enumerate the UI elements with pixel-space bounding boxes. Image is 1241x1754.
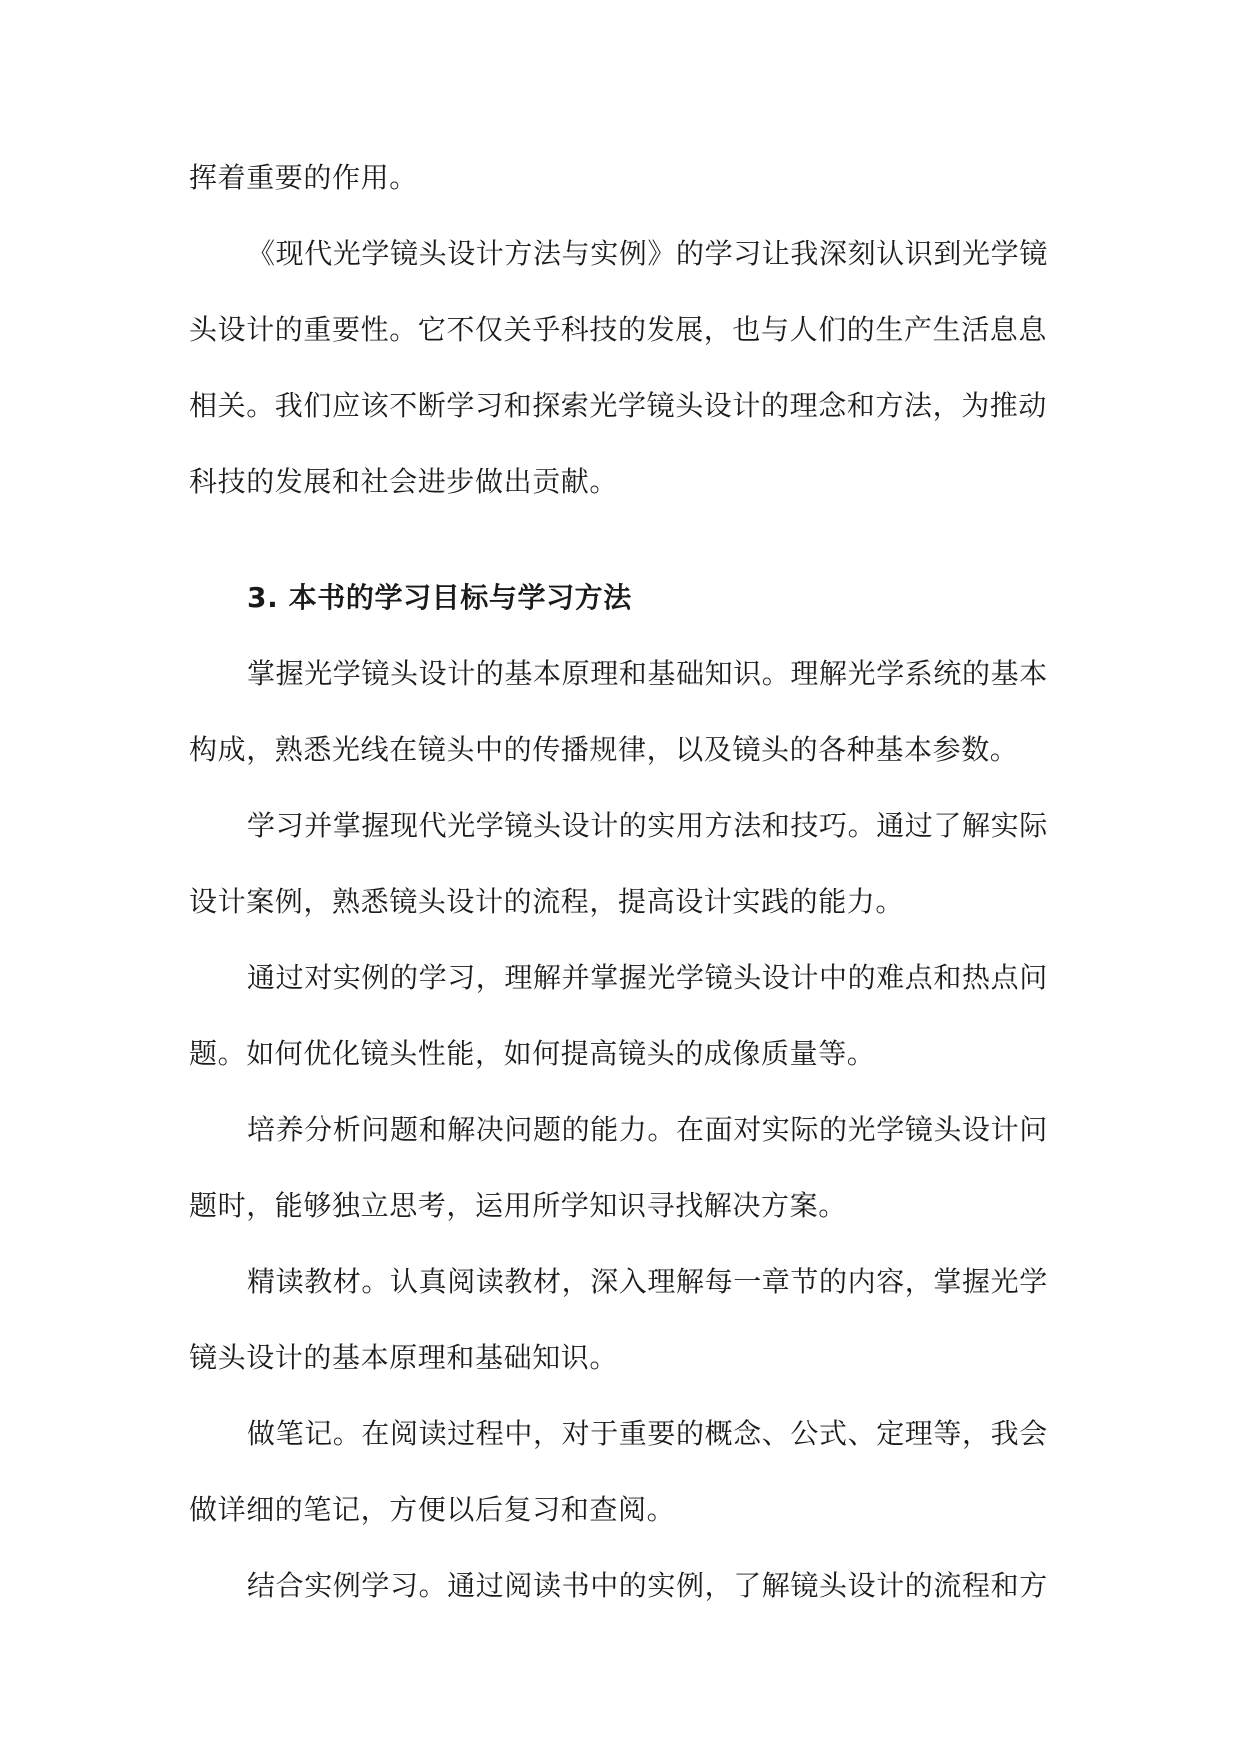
paragraph-start-line: 通过对实例的学习，理解并掌握光学镜头设计中的难点和热点问 [247, 961, 1048, 994]
text-line: 科技的发展和社会进步做出贡献。 [189, 465, 619, 498]
section-heading: 3. 本书的学习目标与学习方法 [247, 581, 632, 614]
paragraph-start-line: 结合实例学习。通过阅读书中的实例，了解镜头设计的流程和方 [247, 1569, 1048, 1602]
paragraph-start-line: 培养分析问题和解决问题的能力。在面对实际的光学镜头设计问 [247, 1113, 1048, 1146]
text-line: 头设计的重要性。它不仅关乎科技的发展，也与人们的生产生活息息 [189, 313, 1048, 346]
text-line: 题。如何优化镜头性能，如何提高镜头的成像质量等。 [189, 1037, 876, 1070]
paragraph-start-line: 掌握光学镜头设计的基本原理和基础知识。理解光学系统的基本 [247, 657, 1048, 690]
paragraph-start-line: 学习并掌握现代光学镜头设计的实用方法和技巧。通过了解实际 [247, 809, 1048, 842]
text-line: 设计案例，熟悉镜头设计的流程，提高设计实践的能力。 [189, 885, 905, 918]
text-line: 挥着重要的作用。 [189, 161, 418, 194]
text-line: 相关。我们应该不断学习和探索光学镜头设计的理念和方法，为推动 [189, 389, 1048, 422]
text-line: 构成，熟悉光线在镜头中的传播规律，以及镜头的各种基本参数。 [189, 733, 1019, 766]
paragraph-start-line: 精读教材。认真阅读教材，深入理解每一章节的内容，掌握光学 [247, 1265, 1048, 1298]
text-line: 镜头设计的基本原理和基础知识。 [189, 1341, 619, 1374]
text-line: 做详细的笔记，方便以后复习和查阅。 [189, 1493, 676, 1526]
paragraph-start-line: 做笔记。在阅读过程中，对于重要的概念、公式、定理等，我会 [247, 1417, 1048, 1450]
paragraph-start-line: 《现代光学镜头设计方法与实例》的学习让我深刻认识到光学镜 [247, 237, 1048, 270]
page-body [189, 140, 1051, 1624]
text-line: 题时，能够独立思考，运用所学知识寻找解决方案。 [189, 1189, 847, 1222]
